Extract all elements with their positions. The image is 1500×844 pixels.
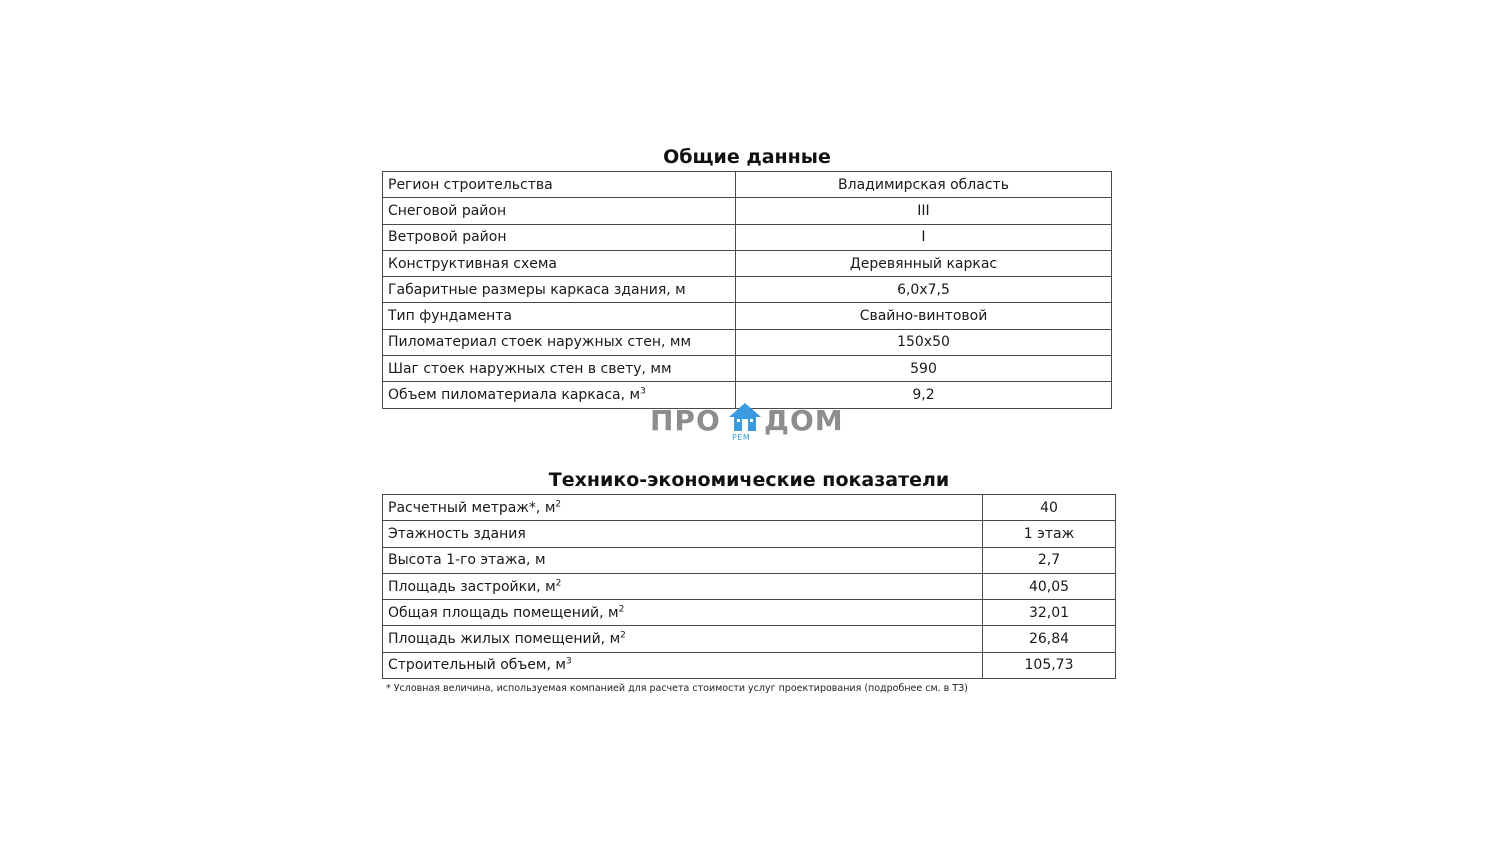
unit-superscript: 2 [555, 577, 562, 588]
table-row [383, 652, 1116, 678]
logo-right-word: ДОМ [764, 404, 844, 437]
row-value: I [736, 224, 1112, 250]
row-value: 9,2 [736, 382, 1112, 408]
row-value: 26,84 [983, 626, 1116, 652]
row-label: Регион строительства [383, 172, 736, 198]
row-label-text: Расчетный метраж*, м [388, 499, 556, 516]
row-label: Тип фундамента [383, 303, 736, 329]
row-label [383, 652, 983, 678]
row-label [383, 600, 983, 626]
logo-small-text: РЕМ [732, 433, 751, 442]
row-value: 105,73 [983, 652, 1116, 678]
table-row [383, 573, 1116, 599]
row-label [383, 626, 983, 652]
unit-superscript: 2 [620, 630, 626, 641]
table-row [383, 547, 1116, 573]
prodom-logo [648, 402, 850, 446]
table-row [383, 277, 1112, 303]
table-row [383, 626, 1116, 652]
row-label: Снеговой район [383, 198, 736, 224]
general-data-table [382, 171, 1112, 409]
unit-superscript: 2 [618, 604, 625, 615]
row-value: III [736, 198, 1112, 224]
table-row [383, 172, 1112, 198]
table-row [383, 329, 1112, 355]
row-label-text: Общая площадь помещений, м [388, 604, 619, 621]
row-value: 40,05 [983, 573, 1116, 599]
table-row [383, 250, 1112, 276]
unit-superscript: 2 [555, 498, 562, 509]
tech-economic-table [382, 494, 1116, 679]
row-value: 150x50 [736, 329, 1112, 355]
unit-superscript: 3 [640, 386, 646, 397]
row-value: 40 [983, 495, 1116, 521]
row-label: Шаг стоек наружных стен в свету, мм [383, 356, 736, 382]
row-label-text: Объем пиломатериала каркаса, м [388, 387, 641, 404]
row-label-text: Площадь застройки, м [388, 578, 556, 595]
row-label: Конструктивная схема [383, 250, 736, 276]
row-value: 1 этаж [983, 521, 1116, 547]
row-label: Габаритные размеры каркаса здания, м [383, 277, 736, 303]
row-value: Владимирская область [736, 172, 1112, 198]
row-value: 6,0x7,5 [736, 277, 1112, 303]
table-row [383, 303, 1112, 329]
row-value: 32,01 [983, 600, 1116, 626]
table-row [383, 224, 1112, 250]
unit-superscript: 3 [565, 656, 572, 667]
row-label-text: Строительный объем, м [388, 657, 566, 674]
row-label-text: Площадь жилых помещений, м [388, 631, 621, 648]
row-value: 590 [736, 356, 1112, 382]
general-data-title: Общие данные [663, 146, 831, 168]
table-row [383, 198, 1112, 224]
row-label: Этажность здания [383, 521, 983, 547]
table-row [383, 600, 1116, 626]
row-label [383, 495, 983, 521]
row-label [383, 573, 983, 599]
table-row [383, 495, 1116, 521]
row-value: 2,7 [983, 547, 1116, 573]
row-value: Свайно-винтовой [736, 303, 1112, 329]
logo-left-word: ПРО [650, 404, 721, 437]
row-label: Пиломатериал стоек наружных стен, мм [383, 329, 736, 355]
row-value: Деревянный каркас [736, 250, 1112, 276]
row-label: Высота 1-го этажа, м [383, 547, 983, 573]
house-icon [728, 402, 762, 432]
row-label: Ветровой район [383, 224, 736, 250]
table-row [383, 356, 1112, 382]
footnote: * Условная величина, используемая компанией для расчета стоимости услуг проектирования (подробнее см. в ТЗ) [386, 683, 968, 694]
tech-economic-title: Технико-экономические показатели [548, 469, 950, 491]
table-row [383, 521, 1116, 547]
